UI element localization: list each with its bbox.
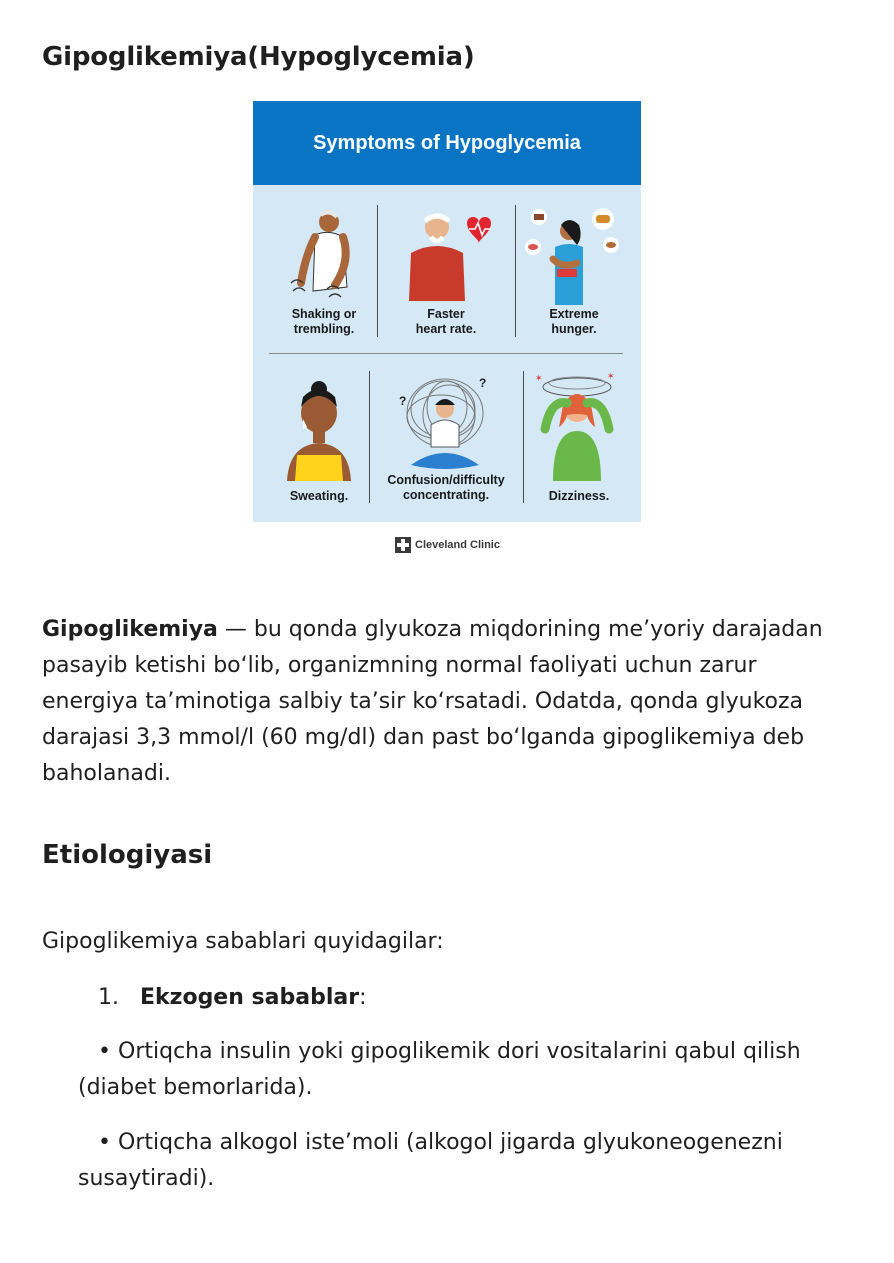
divider (269, 353, 623, 354)
causes-intro: Gipoglikemiya sabablari quyidagilar: (42, 929, 444, 954)
caption-line: concentrating. (402, 488, 490, 502)
symptom-confusion (371, 369, 521, 513)
trembling-person-icon (271, 205, 377, 305)
dizzy-person-icon (527, 369, 631, 481)
caption-line: Faster (427, 307, 465, 321)
list-colon: : (359, 985, 367, 1010)
definition-term: Gipoglikemiya (42, 617, 218, 642)
caption-line: Shaking or (291, 307, 357, 321)
caption-line: Confusion/difficulty (387, 473, 505, 487)
definition-paragraph (42, 612, 852, 792)
caption-line: trembling. (293, 322, 355, 336)
caption-line: Dizziness. (548, 489, 610, 503)
ordered-list-item (98, 980, 367, 1016)
hungry-person-icon (519, 205, 629, 305)
symptom-shaking (271, 205, 377, 345)
confused-person-icon (371, 369, 521, 473)
bullet-text: Ortiqcha alkogol iste’moli (alkogol jigarda glyukoneogenezni susaytiradi). (78, 1130, 783, 1191)
symptom-dizziness (527, 369, 631, 513)
page-title: Gipoglikemiya(Hypoglycemia) (42, 42, 475, 72)
list-item (78, 1034, 858, 1106)
symptom-hunger (519, 205, 629, 345)
divider (377, 205, 378, 337)
cleveland-clinic-logo-icon (395, 537, 411, 553)
divider (369, 371, 370, 503)
divider (523, 371, 524, 503)
bullet-glyph: • (98, 1039, 111, 1064)
list-number: 1. (98, 985, 119, 1010)
sweating-person-icon (271, 373, 367, 481)
svg-text:✶: ✶ (607, 372, 615, 382)
infographic-heading: Symptoms of Hypoglycemia (253, 101, 641, 185)
svg-text:✶: ✶ (535, 374, 543, 384)
image-credit (395, 536, 500, 554)
caption-line: Sweating. (289, 489, 349, 503)
svg-text:?: ? (479, 376, 487, 390)
bullet-glyph: • (98, 1130, 111, 1155)
divider (515, 205, 516, 337)
section-heading: Etiologiyasi (42, 840, 213, 870)
svg-text:?: ? (399, 394, 407, 408)
list-label: Ekzogen sabablar (139, 985, 360, 1010)
definition-text: — bu qonda glyukoza miqdorining me’yoriy darajadan pasayib ketishi bo‘lib, organizmning normal faoliyati uchun zarur energiya ta’minotiga salbiy ta’sir ko‘rsatadi. Odatda, qonda glyukoza darajasi 3,3 mmol/l (60 mg/dl) dan past bo‘lganda gipoglikemiya deb baholanadi. (42, 617, 823, 786)
list-item (78, 1125, 858, 1197)
symptoms-infographic (253, 101, 641, 522)
symptom-sweating (271, 373, 367, 513)
heart-rate-person-icon (381, 205, 511, 305)
bullet-text: Ortiqcha insulin yoki gipoglikemik dori vositalarini qabul qilish (diabet bemorlarida). (78, 1039, 801, 1100)
caption-line: hunger. (551, 322, 597, 336)
credit-text: Cleveland Clinic (415, 539, 500, 551)
caption-line: Extreme (549, 307, 599, 321)
symptom-heart-rate (381, 205, 511, 345)
caption-line: heart rate. (415, 322, 477, 336)
